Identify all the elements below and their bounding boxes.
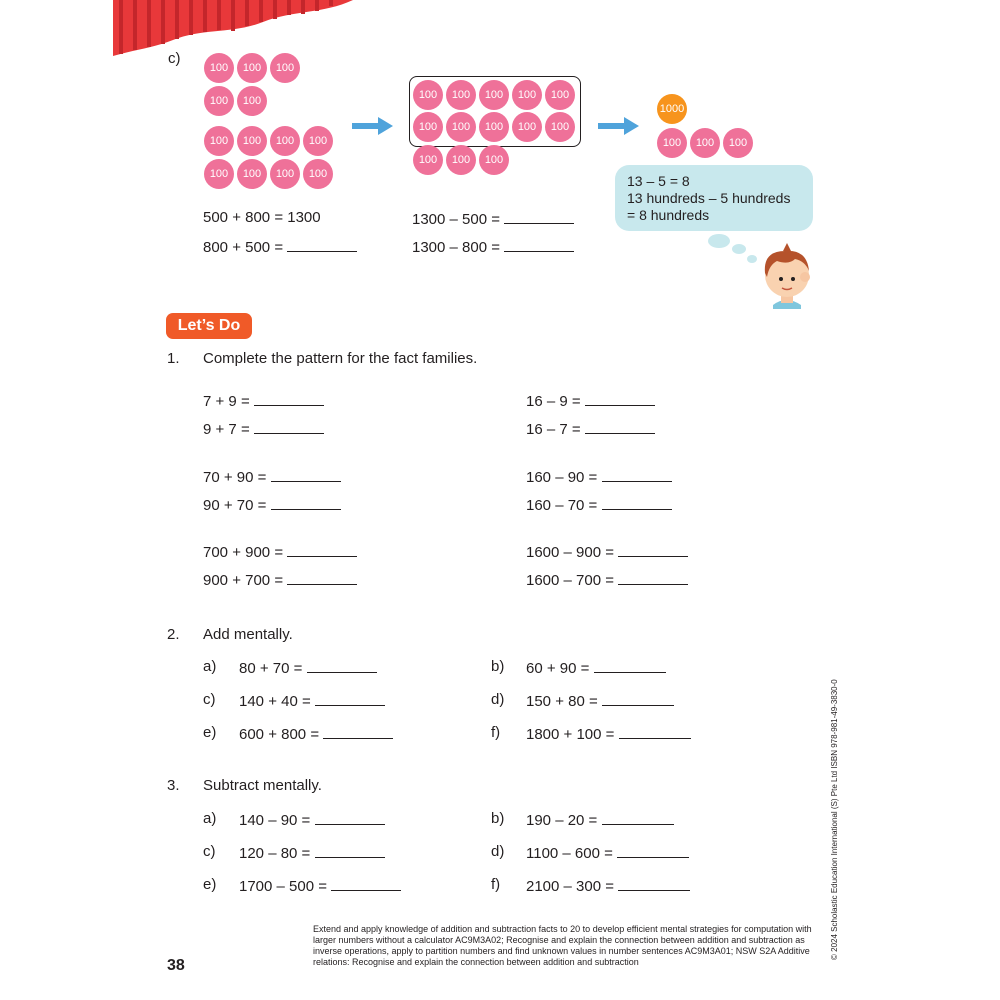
item-row: 600 + 800 = — [239, 724, 393, 743]
answer-blank[interactable] — [315, 691, 385, 706]
hundred-coin: 100 — [512, 112, 542, 142]
answer-blank[interactable] — [254, 391, 324, 406]
answer-blank[interactable] — [618, 542, 688, 557]
item-row: 1100 – 600 = — [526, 843, 689, 862]
fact-row: 16 – 9 = — [526, 391, 655, 410]
item-label: b) — [491, 658, 505, 675]
item-label: d) — [491, 843, 505, 860]
item-row: 1800 + 100 = — [526, 724, 691, 743]
hundred-coin: 100 — [204, 53, 234, 83]
hundred-coin: 100 — [270, 126, 300, 156]
bubble-dot — [708, 234, 730, 248]
answer-blank[interactable] — [315, 843, 385, 858]
hundred-coin: 100 — [413, 80, 443, 110]
page-number: 38 — [167, 957, 185, 974]
hundred-coin: 100 — [303, 159, 333, 189]
answer-blank[interactable] — [594, 658, 666, 673]
hundred-coin: 100 — [270, 53, 300, 83]
hundred-coin: 100 — [237, 53, 267, 83]
curriculum-footer: Extend and apply knowledge of addition and subtraction facts to 20 to develop efficient mental strategies for computation with larger numbers without a calculator AC9M3A02; Recognise and explain the connection between addition and subtraction as inverse operations, apply to partition numbers and find unknown values in number sentences AC9M3A01; NSW S2A Additive relations: Recognise and explain the connection between addition and subtraction — [313, 924, 812, 967]
copyright-notice: © 2024 Scholastic Education International (S) Pte Ltd ISBN 978-981-49-3830-0 — [830, 679, 839, 960]
answer-blank[interactable] — [271, 467, 341, 482]
hundred-coin: 100 — [690, 128, 720, 158]
item-row: 140 – 90 = — [239, 810, 385, 829]
hundred-coin: 100 — [545, 80, 575, 110]
item-label: f) — [491, 876, 501, 893]
hundred-coin: 100 — [446, 112, 476, 142]
fact-row: 160 – 70 = — [526, 495, 672, 514]
hundred-coin: 100 — [446, 80, 476, 110]
item-row: 80 + 70 = — [239, 658, 377, 677]
answer-blank[interactable] — [617, 843, 689, 858]
bubble-line: = 8 hundreds — [627, 207, 710, 223]
hundred-coin: 100 — [446, 145, 476, 175]
fact-row: 1600 – 700 = — [526, 570, 688, 589]
question-prompt: Subtract mentally. — [203, 777, 322, 794]
answer-blank[interactable] — [287, 237, 357, 252]
hundred-coin: 100 — [479, 80, 509, 110]
hundred-coin: 100 — [204, 126, 234, 156]
hundred-coin: 100 — [237, 159, 267, 189]
answer-blank[interactable] — [602, 467, 672, 482]
fact-row: 1600 – 900 = — [526, 542, 688, 561]
answer-blank[interactable] — [287, 542, 357, 557]
item-row: 150 + 80 = — [526, 691, 674, 710]
answer-blank[interactable] — [504, 209, 574, 224]
fact-row: 9 + 7 = — [203, 419, 324, 438]
curtain-decoration — [113, 0, 353, 56]
arrow-right-icon — [352, 116, 394, 136]
hundred-coin: 100 — [545, 112, 575, 142]
arrow-right-icon — [598, 116, 640, 136]
answer-blank[interactable] — [618, 876, 690, 891]
hundred-coin: 100 — [270, 159, 300, 189]
hundred-coin: 100 — [237, 86, 267, 116]
equation: 1300 – 800 = — [412, 237, 574, 256]
fact-row: 7 + 9 = — [203, 391, 324, 410]
boy-character-icon — [755, 243, 817, 309]
answer-blank[interactable] — [307, 658, 377, 673]
answer-blank[interactable] — [504, 237, 574, 252]
answer-blank[interactable] — [585, 391, 655, 406]
bubble-dot — [732, 244, 746, 254]
fact-row: 900 + 700 = — [203, 570, 357, 589]
equation: 1300 – 500 = — [412, 209, 574, 228]
item-row: 60 + 90 = — [526, 658, 666, 677]
answer-blank[interactable] — [315, 810, 385, 825]
item-label: a) — [203, 810, 217, 827]
fact-row: 70 + 90 = — [203, 467, 341, 486]
hundred-coin: 100 — [413, 112, 443, 142]
lets-do-badge: Let’s Do — [166, 313, 252, 339]
bubble-line: 13 hundreds – 5 hundreds — [627, 190, 791, 206]
hundred-coin: 100 — [413, 145, 443, 175]
item-label: c) — [203, 691, 216, 708]
item-row: 140 + 40 = — [239, 691, 385, 710]
question-number: 3. — [167, 777, 180, 794]
question-prompt: Complete the pattern for the fact families. — [203, 350, 478, 367]
item-label: e) — [203, 876, 217, 893]
part-label: c) — [168, 50, 181, 67]
item-label: f) — [491, 724, 501, 741]
fact-row: 90 + 70 = — [203, 495, 341, 514]
item-label: d) — [491, 691, 505, 708]
item-row: 190 – 20 = — [526, 810, 674, 829]
hundred-coin: 100 — [204, 159, 234, 189]
thought-bubble — [615, 165, 813, 231]
answer-blank[interactable] — [602, 495, 672, 510]
thousand-coin: 1000 — [657, 94, 687, 124]
answer-blank[interactable] — [323, 724, 393, 739]
answer-blank[interactable] — [585, 419, 655, 434]
equation: 800 + 500 = — [203, 237, 357, 256]
answer-blank[interactable] — [271, 495, 341, 510]
answer-blank[interactable] — [602, 810, 674, 825]
answer-blank[interactable] — [254, 419, 324, 434]
question-prompt: Add mentally. — [203, 626, 293, 643]
answer-blank[interactable] — [331, 876, 401, 891]
hundred-coin: 100 — [479, 145, 509, 175]
answer-blank[interactable] — [287, 570, 357, 585]
equation: 500 + 800 = 1300 — [203, 209, 321, 226]
hundred-coin: 100 — [723, 128, 753, 158]
question-number: 1. — [167, 350, 180, 367]
fact-row: 160 – 90 = — [526, 467, 672, 486]
item-label: a) — [203, 658, 217, 675]
bubble-line: 13 – 5 = 8 — [627, 173, 690, 189]
item-label: c) — [203, 843, 216, 860]
question-number: 2. — [167, 626, 180, 643]
item-label: e) — [203, 724, 217, 741]
item-row: 1700 – 500 = — [239, 876, 401, 895]
answer-blank[interactable] — [602, 691, 674, 706]
hundred-coin: 100 — [512, 80, 542, 110]
hundred-coin: 100 — [479, 112, 509, 142]
answer-blank[interactable] — [618, 570, 688, 585]
item-label: b) — [491, 810, 505, 827]
hundred-coin: 100 — [204, 86, 234, 116]
fact-row: 16 – 7 = — [526, 419, 655, 438]
item-row: 120 – 80 = — [239, 843, 385, 862]
item-row: 2100 – 300 = — [526, 876, 690, 895]
fact-row: 700 + 900 = — [203, 542, 357, 561]
hundred-coin: 100 — [303, 126, 333, 156]
hundred-coin: 100 — [657, 128, 687, 158]
hundred-coin: 100 — [237, 126, 267, 156]
answer-blank[interactable] — [619, 724, 691, 739]
